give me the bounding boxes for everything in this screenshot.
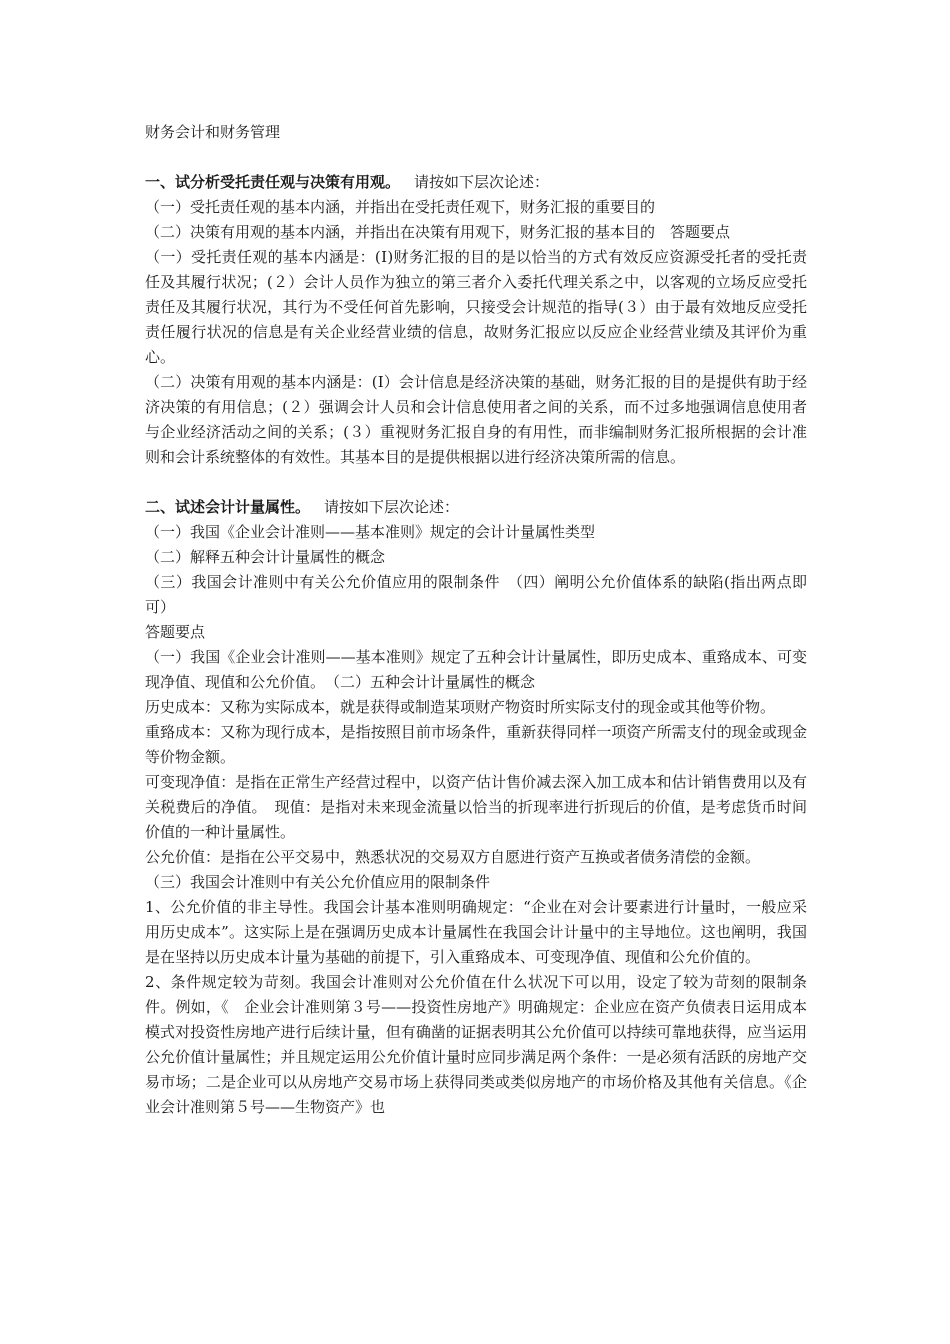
- section-2-heading-line: [145, 495, 807, 520]
- paragraph: 可变现净值：是指在正常生产经营过程中，以资产估计售价减去深入加工成本和估计销售费用以及有关税费后的净值。 现值：是指对未来现金流量以恰当的折现率进行折现后的价值，是考虑货币时间价值的一种计量属性。: [145, 773, 807, 841]
- paragraph: （一）受托责任观的基本内涵，并指出在受托责任观下，财务汇报的重要目的: [145, 198, 656, 216]
- section-1-heading-line: [145, 170, 807, 195]
- paragraph: （一）我国《企业会计准则——基本准则》规定了五种会计计量属性，即历史成本、重臵成本、可变现净值、现值和公允价值。 （二）五种会计计量属性的概念: [145, 648, 807, 691]
- paragraph: （一）我国《企业会计准则——基本准则》规定的会计计量属性类型: [145, 523, 596, 541]
- document-page: [145, 120, 807, 1120]
- paragraph: （二）解释五种会计计量属性的概念: [145, 548, 386, 566]
- paragraph: 重臵成本：又称为现行成本，是指按照目前市场条件，重新获得同样一项资产所需支付的现金或现金等价物金额。: [145, 723, 807, 766]
- section-1: [145, 170, 807, 470]
- section-1-heading-note: 请按如下层次论述：: [414, 173, 550, 191]
- paragraph: （一）受托责任观的基本内涵是：(Ⅰ)财务汇报的目的是以恰当的方式有效反应资源受托者的受托责任及其履行状况；(２）会计人员作为独立的第三者介入委托代理关系之中，以客观的立场反应受托责任及其履行状况，其行为不受任何首先影响，只接受会计规范的指导(３）由于最有效地反应受托责任履行状况的信息是有关企业经营业绩的信息，故财务汇报应以反应企业经营业绩及其评价为重心。: [145, 248, 807, 366]
- paragraph: 历史成本：又称为实际成本，就是获得或制造某项财产物资时所实际支付的现金或其他等价物。: [145, 698, 776, 716]
- document-title: 财务会计和财务管理: [145, 123, 281, 141]
- section-2: [145, 495, 807, 1120]
- paragraph: （三）我国会计准则中有关公允价值应用的限制条件 （四）阐明公允价值体系的缺陷(指出两点即可）: [145, 573, 807, 616]
- paragraph: 公允价值：是指在公平交易中，熟悉状况的交易双方自愿进行资产互换或者债务清偿的金额。: [145, 848, 761, 866]
- paragraph: 1、公允价值的非主导性。我国会计基本准则明确规定：“企业在对会计要素进行计量时，一般应采用历史成本”。这实际上是在强调历史成本计量属性在我国会计计量中的主导地位。这也阐明，我国是在坚持以历史成本计量为基础的前提下，引入重臵成本、可变现净值、现值和公允价值的。: [145, 898, 807, 966]
- section-2-heading: 二、试述会计计量属性。: [145, 498, 311, 516]
- paragraph: 答题要点: [145, 623, 206, 641]
- section-1-heading: 一、试分析受托责任观与决策有用观。: [145, 173, 401, 191]
- paragraph: 2、条件规定较为苛刻。我国会计准则对公允价值在什么状况下可以用，设定了较为苛刻的限制条件。例如，《 企业会计准则第３号——投资性房地产》明确规定：企业应在资产负债表日运用成本模式对投资性房地产进行后续计量，但有确凿的证据表明其公允价值可以持续可靠地获得，应当运用公允价值计量属性；并且规定运用公允价值计量时应同步满足两个条件：一是必须有活跃的房地产交易市场；二是企业可以从房地产交易市场上获得同类或类似房地产的市场价格及其他有关信息。《企业会计准则第５号——生物资产》也: [145, 973, 807, 1116]
- paragraph: （三）我国会计准则中有关公允价值应用的限制条件: [145, 873, 491, 891]
- paragraph: （二）决策有用观的基本内涵是：(Ⅰ）会计信息是经济决策的基础，财务汇报的目的是提供有助于经济决策的有用信息；(２）强调会计人员和会计信息使用者之间的关系，而不过多地强调信息使用者与企业经济活动之间的关系；(３）重视财务汇报自身的有用性，而非编制财务汇报所根据的会计准则和会计系统整体的有效性。其基本目的是提供根据以进行经济决策所需的信息。: [145, 373, 807, 466]
- section-2-heading-note: 请按如下层次论述：: [324, 498, 460, 516]
- paragraph: （二）决策有用观的基本内涵，并指出在决策有用观下，财务汇报的基本目的 答题要点: [145, 223, 731, 241]
